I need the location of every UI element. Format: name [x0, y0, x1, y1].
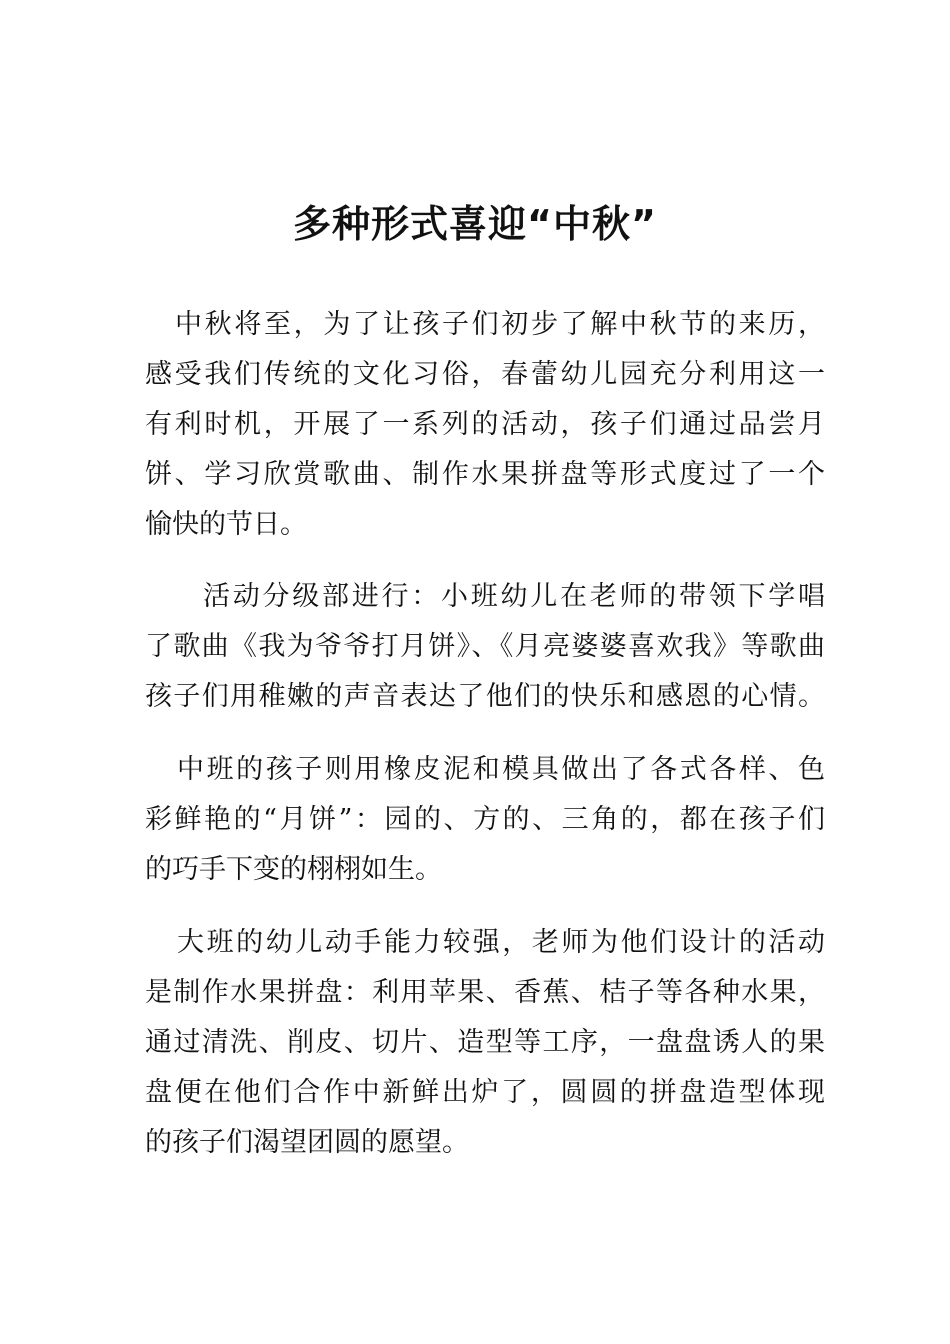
paragraph-3-line-1: 中班的孩子则用橡皮泥和模具做出了各式各样、色	[177, 754, 825, 785]
paragraph-1-line-3: 有利时机，开展了一系列的活动，孩子们通过品尝月	[145, 409, 825, 440]
paragraph-2-line-3: 孩子们用稚嫩的声音表达了他们的快乐和感恩的心情。	[145, 681, 825, 712]
paragraph-4-line-2: 是制作水果拼盘：利用苹果、香蕉、桔子等各种水果，	[145, 977, 825, 1008]
paragraph-2-line-2: 了歌曲《我为爷爷打月饼》、《月亮婆婆喜欢我》等歌曲	[145, 631, 825, 662]
paragraph-2-line-1: 活动分级部进行：小班幼儿在老师的带领下学唱	[203, 581, 825, 612]
document-title: 多种形式喜迎“中秋”	[293, 202, 657, 246]
paragraph-4-line-3: 通过清洗、削皮、切片、造型等工序，一盘盘诱人的果	[145, 1027, 825, 1058]
paragraph-3-line-2: 彩鲜艳的“月饼”：园的、方的、三角的，都在孩子们	[145, 804, 825, 835]
paragraph-1-line-1: 中秋将至，为了让孩子们初步了解中秋节的来历，	[175, 309, 825, 340]
paragraph-4-line-1: 大班的幼儿动手能力较强，老师为他们设计的活动	[177, 927, 825, 958]
paragraph-1-line-4: 饼、学习欣赏歌曲、制作水果拼盘等形式度过了一个	[145, 459, 825, 490]
paragraph-3-line-3: 的巧手下变的栩栩如生。	[145, 854, 442, 885]
paragraph-1-line-5: 愉快的节日。	[145, 509, 307, 540]
paragraph-1-line-2: 感受我们传统的文化习俗，春蕾幼儿园充分利用这一	[145, 359, 825, 390]
paragraph-4-line-5: 的孩子们渴望团圆的愿望。	[145, 1127, 469, 1158]
paragraph-4-line-4: 盘便在他们合作中新鲜出炉了，圆圆的拼盘造型体现	[145, 1077, 825, 1108]
